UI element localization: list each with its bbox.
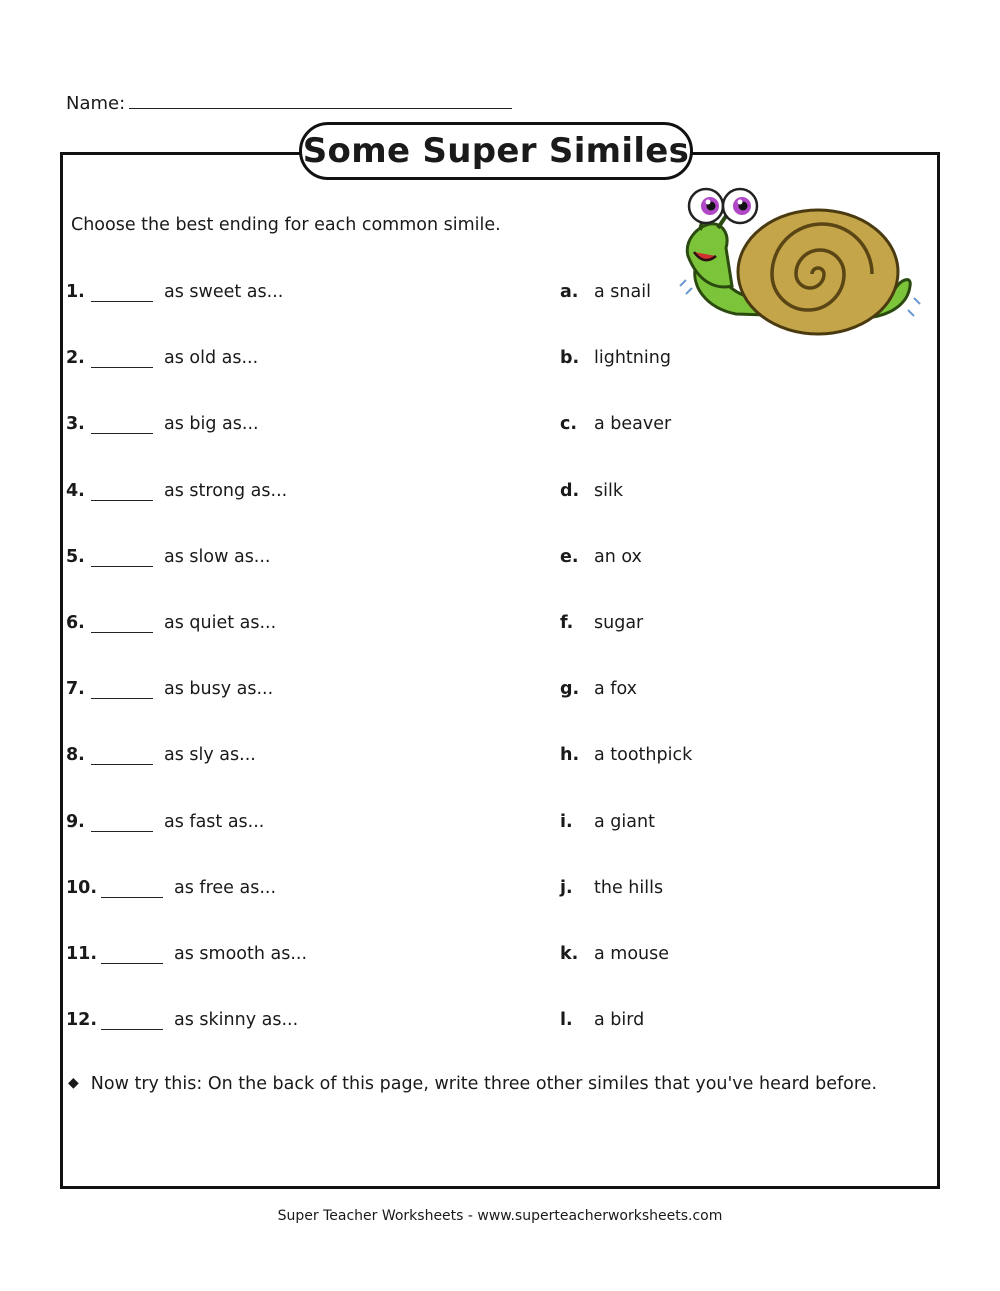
- try-this-prompt: [68, 1074, 877, 1094]
- answer-letter: i.: [560, 811, 573, 832]
- answer-letter: e.: [560, 546, 579, 567]
- answer-text: a giant: [594, 811, 655, 832]
- answer-letter: f.: [560, 613, 574, 633]
- answer-letter: d.: [560, 480, 580, 501]
- name-label: Name:: [66, 93, 126, 114]
- question-number: 9.: [66, 811, 85, 832]
- answer-text: silk: [594, 480, 623, 501]
- answer-letter: h.: [560, 745, 580, 766]
- answer-text: a mouse: [594, 944, 670, 964]
- question-row: [66, 547, 486, 571]
- answer-blank[interactable]: [91, 831, 153, 832]
- footer: Super Teacher Worksheets - www.superteacherworksheets.com: [277, 1208, 723, 1224]
- question-row: [66, 878, 486, 902]
- answer-row: [560, 878, 800, 902]
- answer-blank[interactable]: [91, 301, 153, 302]
- question-phrase: as slow as...: [164, 546, 271, 567]
- question-number: 12.: [66, 1010, 98, 1031]
- name-blank[interactable]: [129, 90, 512, 109]
- question-number: 1.: [66, 282, 85, 302]
- answer-letter: g.: [560, 679, 580, 700]
- try-this-text: Now try this: On the back of this page, write three other similes that you've heard before.: [90, 1074, 878, 1094]
- name-field[interactable]: [66, 90, 512, 114]
- question-row: [66, 282, 486, 306]
- answer-row: [560, 481, 800, 505]
- question-phrase: as free as...: [174, 877, 277, 898]
- question-phrase: as sweet as...: [164, 282, 284, 302]
- question-row: [66, 613, 486, 637]
- answer-row: [560, 613, 800, 637]
- answer-text: a snail: [594, 282, 651, 302]
- question-number: 4.: [66, 480, 85, 501]
- question-number: 5.: [66, 546, 85, 567]
- question-number: 11.: [66, 944, 98, 964]
- question-number: 6.: [66, 613, 85, 633]
- question-row: [66, 745, 486, 769]
- answer-text: a beaver: [594, 414, 672, 435]
- answer-blank[interactable]: [101, 1029, 163, 1030]
- question-phrase: as sly as...: [164, 745, 256, 766]
- question-phrase: as old as...: [164, 348, 259, 369]
- instructions: Choose the best ending for each common simile.: [71, 215, 501, 235]
- answer-row: [560, 812, 800, 836]
- question-phrase: as smooth as...: [174, 944, 308, 964]
- question-phrase: as big as...: [164, 414, 259, 435]
- question-row: [66, 481, 486, 505]
- question-row: [66, 812, 486, 836]
- answer-text: sugar: [594, 613, 644, 633]
- answer-blank[interactable]: [91, 367, 153, 368]
- answer-letter: j.: [560, 877, 573, 898]
- question-number: 2.: [66, 348, 85, 369]
- question-row: [66, 1010, 486, 1034]
- answer-blank[interactable]: [91, 698, 153, 699]
- worksheet-title: [299, 122, 693, 180]
- answer-letter: a.: [560, 282, 579, 302]
- question-number: 3.: [66, 414, 85, 435]
- answer-text: lightning: [594, 348, 671, 369]
- answer-row: [560, 944, 800, 968]
- answer-letter: b.: [560, 348, 580, 369]
- answer-row: [560, 1010, 800, 1034]
- question-phrase: as skinny as...: [174, 1010, 299, 1031]
- question-row: [66, 414, 486, 438]
- answer-text: a fox: [594, 679, 637, 700]
- answer-text: the hills: [594, 877, 664, 898]
- question-phrase: as strong as...: [164, 480, 288, 501]
- answer-row: [560, 348, 800, 372]
- answer-text: a toothpick: [594, 745, 693, 766]
- answer-row: [560, 547, 800, 571]
- question-phrase: as quiet as...: [164, 613, 277, 633]
- answer-blank[interactable]: [101, 963, 163, 964]
- answer-blank[interactable]: [91, 500, 153, 501]
- answer-letter: l.: [560, 1010, 573, 1031]
- answer-letter: c.: [560, 414, 578, 435]
- answer-letter: k.: [560, 944, 579, 964]
- answer-row: [560, 679, 800, 703]
- answer-blank[interactable]: [91, 566, 153, 567]
- answer-blank[interactable]: [101, 897, 163, 898]
- question-row: [66, 348, 486, 372]
- answer-blank[interactable]: [91, 764, 153, 765]
- question-number: 7.: [66, 679, 85, 700]
- question-row: [66, 944, 486, 968]
- question-phrase: as busy as...: [164, 679, 274, 700]
- answer-row: [560, 414, 800, 438]
- diamond-bullet-icon: ◆: [68, 1075, 79, 1091]
- answer-text: an ox: [594, 546, 642, 567]
- question-number: 10.: [66, 877, 98, 898]
- answer-row: [560, 745, 800, 769]
- answer-blank[interactable]: [91, 433, 153, 434]
- worksheet-title-text: Some Super Similes: [302, 131, 690, 171]
- answer-text: a bird: [594, 1010, 645, 1031]
- question-phrase: as fast as...: [164, 811, 265, 832]
- snail-shell: [738, 210, 898, 334]
- answer-blank[interactable]: [91, 632, 153, 633]
- snail-icon: [676, 186, 928, 342]
- question-number: 8.: [66, 745, 85, 766]
- question-row: [66, 679, 486, 703]
